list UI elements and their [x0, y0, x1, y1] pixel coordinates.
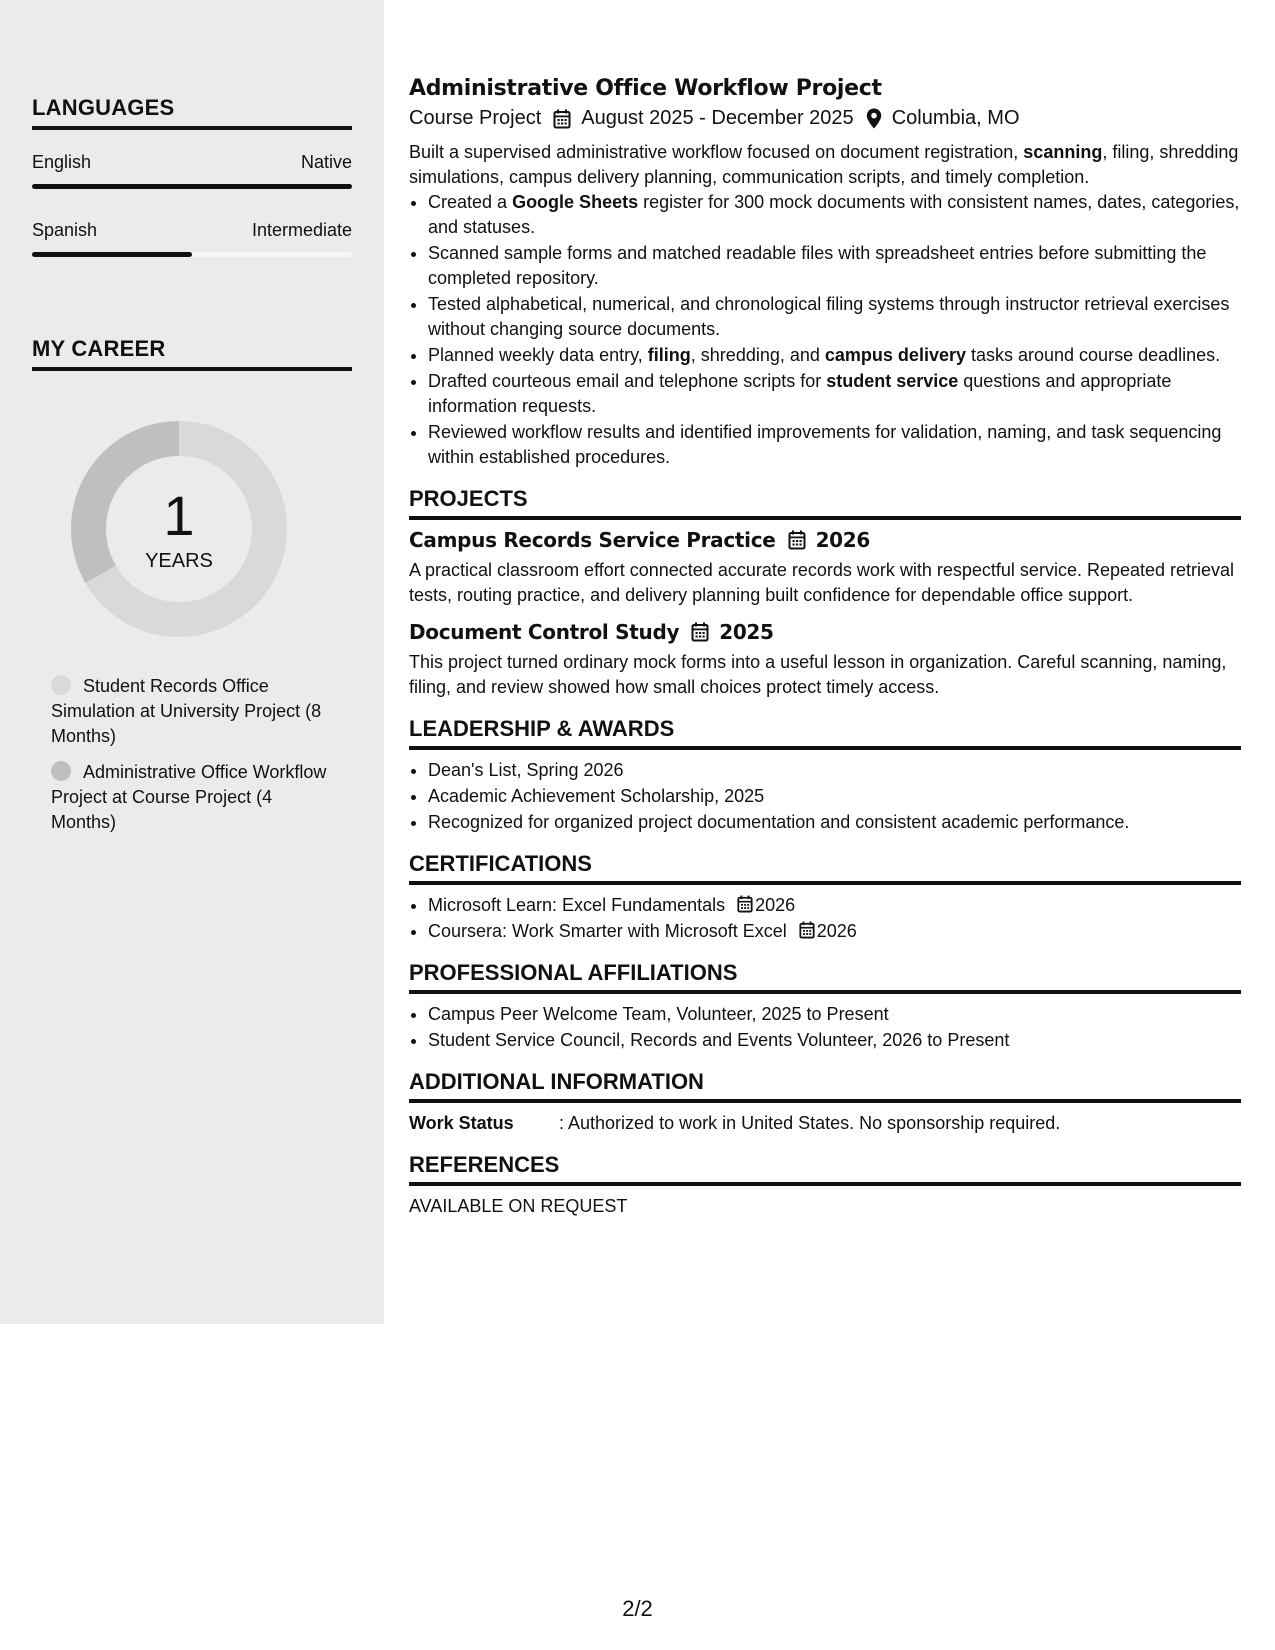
list-item: • Drafted courteous email and telephone scripts for student service questions and appropriate information requests.: [428, 369, 1241, 419]
certification-year: 2026: [816, 921, 857, 941]
certifications-title: CERTIFICATIONS: [409, 851, 592, 876]
project-description: A practical classroom effort connected accurate records work with respectful service. Repeated retrieval tests, routing practice, and delivery planning built confidence for dependable office support.: [409, 560, 1235, 605]
language-name: English: [32, 152, 92, 172]
list-item: • Academic Achievement Scholarship, 2025: [428, 784, 1241, 809]
list-item: • Student Service Council, Records and Events Volunteer, 2026 to Present: [428, 1028, 1241, 1053]
experience-organization: Course Project: [409, 107, 542, 129]
experience-location: Columbia, MO: [891, 107, 1020, 129]
experience-meta: [409, 107, 1241, 130]
project-heading: [409, 620, 1241, 644]
languages-divider: [32, 126, 352, 130]
affiliations-title: PROFESSIONAL AFFILIATIONS: [409, 960, 738, 985]
list-item: • Reviewed workflow results and identified improvements for validation, naming, and task sequencing within established procedures.: [428, 420, 1241, 470]
affiliations-divider: [409, 990, 1241, 994]
main-column: [409, 76, 1241, 1219]
career-divider: [32, 367, 352, 371]
language-proficiency-fill: [32, 252, 192, 257]
work-status-key: Work Status: [409, 1113, 514, 1133]
language-row-english: [32, 152, 352, 173]
language-level: Intermediate: [251, 220, 352, 240]
list-item: • Recognized for organized project documentation and consistent academic performance.: [428, 810, 1241, 835]
calendar-icon: [737, 895, 753, 913]
list-item: • Dean's List, Spring 2026: [428, 758, 1241, 783]
career-legend-label: Administrative Office Workflow Project at Course Project (4 Months): [51, 762, 327, 832]
leadership-list: [409, 758, 1241, 835]
languages-title: LANGUAGES: [32, 95, 175, 120]
language-proficiency-bar: [32, 184, 352, 189]
certification-name: Microsoft Learn: Excel Fundamentals: [428, 895, 726, 915]
work-status-value: : Authorized to work in United States. No sponsorship required.: [559, 1113, 1061, 1133]
career-legend-label: Student Records Office Simulation at University Project (8 Months): [51, 676, 322, 746]
experience-title: Administrative Office Workflow Project: [409, 76, 882, 101]
project-year: 2026: [815, 528, 871, 552]
leadership-title: LEADERSHIP & AWARDS: [409, 716, 675, 741]
references-title: REFERENCES: [409, 1152, 560, 1177]
affiliations-list: [409, 1002, 1241, 1053]
experience-description: Built a supervised administrative workflow focused on document registration, scanning, filing, shredding simulations, campus delivery planning, communication scripts, and timely completion.: [409, 142, 1239, 187]
additional-info-divider: [409, 1099, 1241, 1103]
career-legend-dot: [51, 675, 71, 695]
references-divider: [409, 1182, 1241, 1186]
list-item: [428, 893, 1241, 918]
sidebar: [0, 0, 384, 1324]
language-level: Native: [300, 152, 352, 172]
project-description: This project turned ordinary mock forms into a useful lesson in organization. Careful scanning, naming, filing, and review showed how small choices protect timely access.: [409, 652, 1227, 697]
list-item: • Planned weekly data entry, filing, shredding, and campus delivery tasks around course deadlines.: [428, 343, 1241, 368]
calendar-icon: [788, 530, 806, 550]
certifications-list: [409, 893, 1241, 944]
projects-title: PROJECTS: [409, 486, 528, 511]
projects-divider: [409, 516, 1241, 520]
list-item: • Created a Google Sheets register for 300 mock documents with consistent names, dates, categories, and statuses.: [428, 190, 1241, 240]
career-legend-item: [51, 760, 331, 835]
experience-dates: August 2025 - December 2025: [581, 107, 854, 129]
certification-year: 2026: [755, 895, 796, 915]
career-total-unit: YEARS: [145, 550, 213, 572]
career-title: MY CAREER: [32, 336, 166, 361]
project-name: Campus Records Service Practice: [409, 528, 776, 552]
location-pin-icon: [866, 108, 882, 129]
additional-info-title: ADDITIONAL INFORMATION: [409, 1069, 704, 1094]
language-proficiency-bar: [32, 252, 352, 257]
career-legend-item: [51, 674, 331, 749]
project-name: Document Control Study: [409, 620, 680, 644]
references-text: AVAILABLE ON REQUEST: [409, 1196, 628, 1216]
experience-bullets: [409, 190, 1241, 470]
certifications-divider: [409, 881, 1241, 885]
list-item: • Campus Peer Welcome Team, Volunteer, 2025 to Present: [428, 1002, 1241, 1027]
list-item: [428, 919, 1241, 944]
project-heading: [409, 528, 1241, 552]
calendar-icon: [691, 622, 709, 642]
language-proficiency-fill: [32, 184, 352, 189]
list-item: • Tested alphabetical, numerical, and chronological filing systems through instructor retrieval exercises without changing source documents.: [428, 292, 1241, 342]
calendar-icon: [799, 921, 815, 939]
language-name: Spanish: [32, 220, 98, 240]
project-year: 2025: [719, 620, 774, 644]
list-item: • Scanned sample forms and matched readable files with spreadsheet entries before submitting the completed repository.: [428, 241, 1241, 291]
calendar-icon: [553, 109, 571, 129]
leadership-divider: [409, 746, 1241, 750]
language-row-spanish: [32, 220, 352, 241]
career-legend-dot: [51, 761, 71, 781]
work-status-row: [409, 1111, 1241, 1136]
career-total-value: 1: [163, 484, 195, 547]
certification-name: Coursera: Work Smarter with Microsoft Excel: [428, 921, 787, 941]
page-number: 2/2: [622, 1596, 653, 1621]
